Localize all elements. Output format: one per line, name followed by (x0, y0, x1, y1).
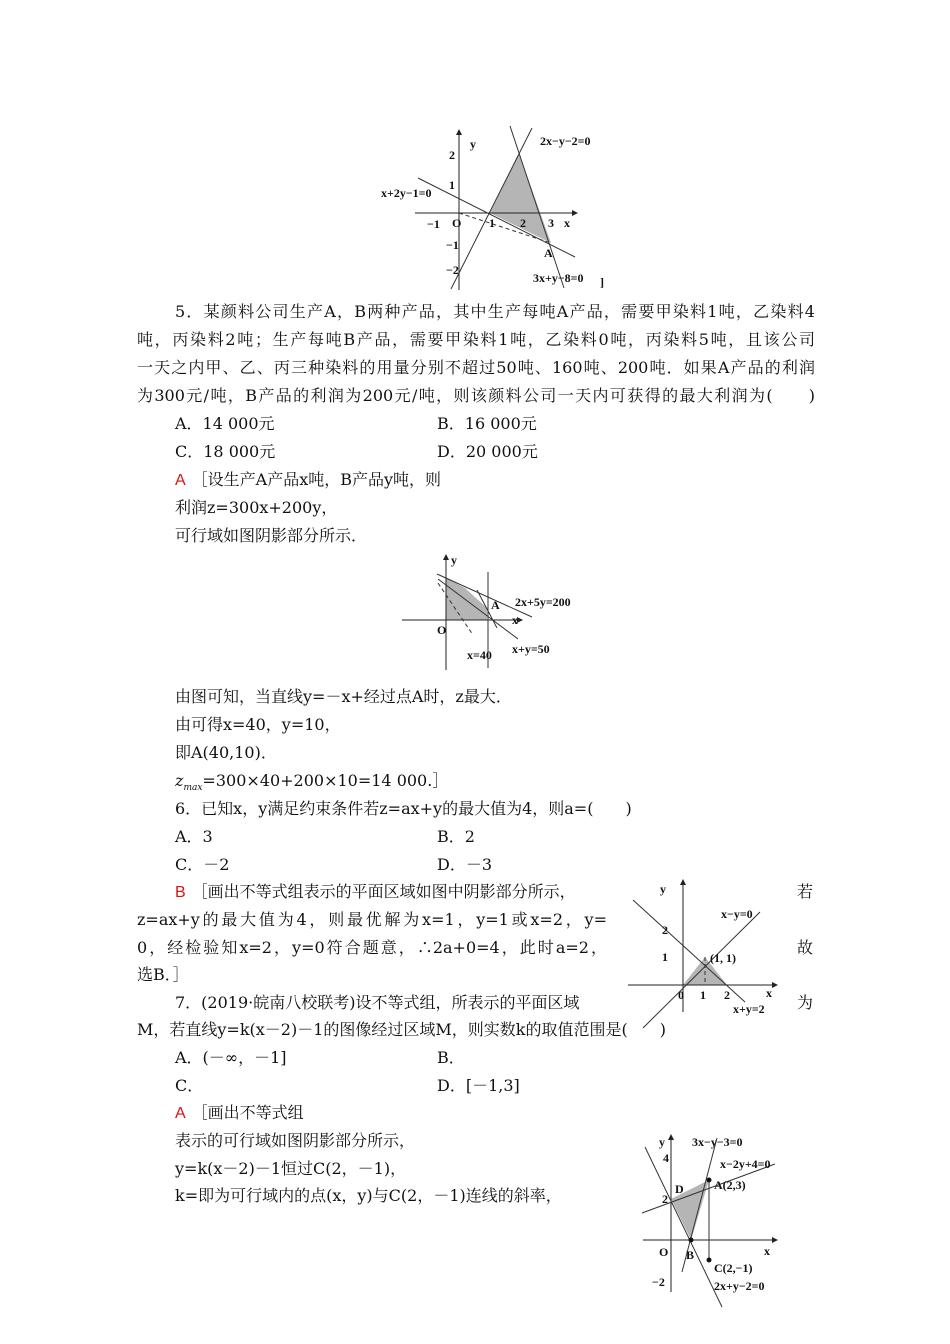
q5-solution-line: 即A(40,10)． (175, 743, 277, 762)
q5-zmax-line (175, 771, 448, 798)
line-label: 3x+y−8=0 (533, 271, 584, 285)
q5-solution-line (175, 470, 441, 491)
point-a-label: A(2,3) (714, 1178, 746, 1192)
x-label: x (512, 613, 518, 627)
point-a-label: A (544, 246, 553, 260)
tick: 2 (449, 148, 455, 162)
point-a-label: A (491, 598, 500, 612)
q6-solution-text: ［画出不等式组表示的平面区域如图中阴影部分所示， (191, 882, 576, 901)
q5-stem-line: 5．某颜料公司生产A，B两种产品，其中生产每吨A产品，需要甲染料1吨，乙染料4 (175, 302, 815, 321)
tick: 3 (548, 216, 554, 230)
q6-answer: B (175, 884, 186, 901)
q7-stem-line: 7．(2019·皖南八校联考)设不等式组，所表示的平面区域 (175, 993, 580, 1012)
q7-option-c: C． (175, 1076, 204, 1095)
max-subscript: max (183, 783, 203, 794)
q7-solution-line: 表示的可行域如图阴影部分所示， (175, 1131, 416, 1150)
figure-2-graph (402, 553, 571, 670)
point-a (707, 1178, 712, 1183)
tick: 2 (662, 923, 668, 937)
tick: −2 (446, 263, 459, 277)
line-label: x+2y−1=0 (381, 186, 432, 200)
q5-solution-line: 由图可知，当直线y=－x+经过点A时，z最大． (175, 687, 512, 706)
line-label: x−y=0 (721, 907, 753, 921)
bracket: ] (600, 275, 604, 289)
q6-option-c: C．－2 (175, 855, 230, 874)
q5-solution-line: 可行域如图阴影部分所示． (175, 526, 368, 545)
point-c-label: C(2,−1) (714, 1261, 753, 1275)
q7-solution-text: ［画出不等式组 (191, 1103, 304, 1122)
line-label: 2x−y−2=0 (540, 134, 591, 148)
x-label: x (564, 216, 570, 230)
point-d-label: D (675, 1182, 684, 1196)
q7-solution-line: k=即为可行域内的点(x，y)与C(2，－1)连线的斜率， (175, 1186, 562, 1205)
tick: −1 (427, 217, 440, 231)
line-label: x−2y+4=0 (720, 1157, 771, 1171)
q7-solution-line (175, 1103, 304, 1124)
zmax-expression: =300×40+200×10=14 000.］ (202, 771, 449, 790)
tick: −1 (446, 238, 459, 252)
q7-stem-line: M，若直线y=k(x－2)－1的图像经过区域M，则实数k的取值范围是( ) (137, 1020, 666, 1039)
line-label: 2x+5y=200 (515, 595, 571, 609)
z-symbol: z (175, 771, 184, 790)
q7-option-d: D．[－1,3] (437, 1076, 520, 1095)
q5-stem-line: 一天之内甲、乙、丙三种染料的用量分别不超过50吨、160吨、200吨．如果A产品的利润 (137, 358, 815, 377)
tick: 1 (700, 988, 706, 1002)
point-b-label: B (686, 1248, 695, 1262)
line-label: x+y=2 (733, 1002, 765, 1016)
q6-option-d: D．－3 (437, 855, 493, 874)
figure-3-graph (628, 880, 777, 1028)
q6-solution-line (175, 882, 576, 903)
feasible-region (446, 578, 487, 620)
tick: 2 (520, 216, 526, 230)
tick: −2 (652, 1275, 665, 1289)
q5-option-d: D．20 000元 (437, 442, 538, 461)
q5-solution-line: 利润z=300x+200y， (175, 498, 338, 517)
q7-option-a: A．(－∞，－1] (175, 1048, 287, 1067)
q5-answer: A (175, 472, 186, 489)
q6-option-a: A．3 (175, 827, 213, 846)
origin-label: O (437, 623, 447, 637)
q5-option-b: B．16 000元 (437, 414, 537, 433)
point-b (689, 1238, 694, 1243)
q7-option-b: B． (437, 1048, 465, 1067)
q6-solution-end: 故 (797, 938, 814, 957)
q6-solution-line: 0，经检验知x=2，y=0符合题意，∴2a+0=4，此时a=2， (137, 938, 607, 957)
q5-option-c: C．18 000元 (175, 442, 276, 461)
line-label: 2x+y−2=0 (714, 1279, 765, 1293)
origin-label: 0 (678, 988, 684, 1002)
q7-stem-end: 为 (797, 993, 814, 1012)
y-label: y (451, 553, 457, 567)
q6-solution-end: 若 (797, 882, 814, 901)
origin-label: O (659, 1245, 669, 1259)
q7-answer: A (175, 1105, 186, 1122)
tick: 2 (662, 1192, 668, 1206)
q6-option-b: B．2 (437, 827, 475, 846)
line-label: 3x−y−3=0 (692, 1135, 743, 1149)
origin-label: O (452, 216, 462, 230)
q5-option-a: A．14 000元 (175, 414, 275, 433)
y-label: y (470, 137, 476, 151)
point-label: (1, 1) (710, 951, 736, 965)
y-label: y (659, 1135, 665, 1149)
q6-solution-line: z=ax+y的最大值为4，则最优解为x=1，y=1或x=2，y= (137, 910, 607, 929)
x-label: x (764, 1244, 770, 1258)
q6-solution-line: 选B．］ (137, 965, 189, 984)
tick: 4 (663, 1151, 669, 1165)
q5-stem-line: 为300元/吨，B产品的利润为200元/吨，则该颜料公司一天内可获得的最大利润为( ) (137, 386, 815, 405)
figure-1-graph (381, 126, 604, 290)
y-label: y (660, 882, 666, 896)
x-label: x (766, 986, 772, 1000)
line-label: x+y=50 (512, 642, 550, 656)
tick: 1 (449, 178, 455, 192)
point-c (707, 1258, 712, 1263)
tick: 2 (724, 988, 730, 1002)
q5-stem-line: 吨，丙染料2吨；生产每吨B产品，需要甲染料1吨，乙染料0吨，丙染料5吨，且该公司 (137, 330, 815, 349)
tick: 1 (662, 950, 668, 964)
q7-solution-line: y=k(x－2)－1恒过C(2，－1)， (175, 1159, 407, 1178)
tick: 1 (489, 216, 495, 230)
line-label: x=40 (467, 648, 492, 662)
q5-solution-text: ［设生产A产品x吨，B产品y吨，则 (191, 470, 442, 489)
figure-4-graph (642, 1135, 777, 1307)
q5-solution-line: 由可得x=40，y=10， (175, 715, 341, 734)
q6-stem: 6．已知x，y满足约束条件若z=ax+y的最大值为4，则a=( ) (175, 799, 632, 818)
